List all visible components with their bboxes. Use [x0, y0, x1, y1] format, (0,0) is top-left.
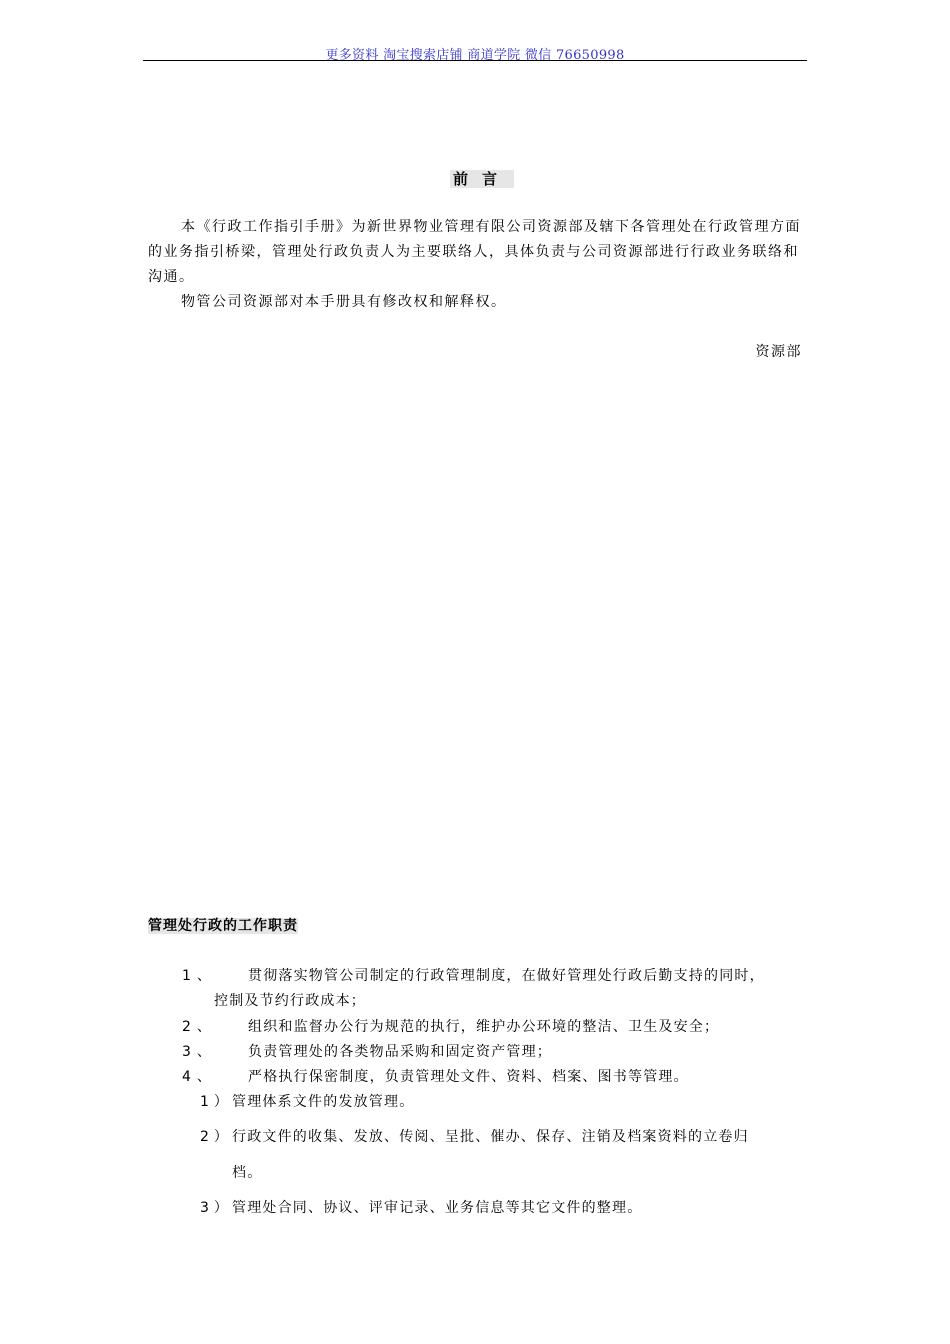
duty-4-number: 4、: [182, 1069, 217, 1085]
preface-paragraph-2: 物管公司资源部对本手册具有修改权和解释权。: [181, 294, 507, 310]
preface-title-text: 前言: [450, 170, 514, 188]
duty-1-number: 1、: [182, 968, 217, 984]
subitem-2-continued: 档。: [232, 1165, 263, 1181]
header-link[interactable]: 更多资料 淘宝搜索店铺 商道学院 微信 76650998: [325, 48, 625, 63]
duty-4-text: 严格执行保密制度，负责管理处文件、资料、档案、图书等管理。: [248, 1069, 689, 1085]
duty-2-number: 2、: [182, 1019, 217, 1035]
duty-2-text: 组织和监督办公行为规范的执行，维护办公环境的整洁、卫生及安全；: [248, 1019, 720, 1035]
subitem-1-text: 管理体系文件的发放管理。: [232, 1094, 415, 1110]
preface-paragraph-1: 本《行政工作指引手册》为新世界物业管理有限公司资源部及辖下各管理处在行政管理方面的业务指引桥梁，管理处行政负责人为主要联络人，具体负责与公司资源部进行行政业务联络和沟通。: [148, 219, 801, 285]
preface-signature: 资源部: [755, 344, 802, 360]
duty-1-text: 贯彻落实物管公司制定的行政管理制度，在做好管理处行政后勤支持的同时，: [248, 968, 765, 984]
subitem-2-text: 行政文件的收集、发放、传阅、呈批、催办、保存、注销及档案资料的立卷归: [232, 1129, 749, 1145]
duties-title: [148, 915, 298, 935]
preface-title: [0, 168, 950, 189]
subitem-3-text: 管理处合同、协议、评审记录、业务信息等其它文件的整理。: [232, 1200, 643, 1216]
duty-1-continued: 控制及节约行政成本；: [214, 993, 366, 1009]
subitem-1-number: 1）: [200, 1094, 233, 1110]
duty-3-number: 3、: [182, 1044, 217, 1060]
header-rule: [143, 60, 807, 61]
subitem-2-number: 2）: [200, 1129, 233, 1145]
duties-title-text: 管理处行政的工作职责: [148, 918, 298, 934]
duty-3-text: 负责管理处的各类物品采购和固定资产管理；: [248, 1044, 552, 1060]
subitem-3-number: 3）: [200, 1200, 233, 1216]
